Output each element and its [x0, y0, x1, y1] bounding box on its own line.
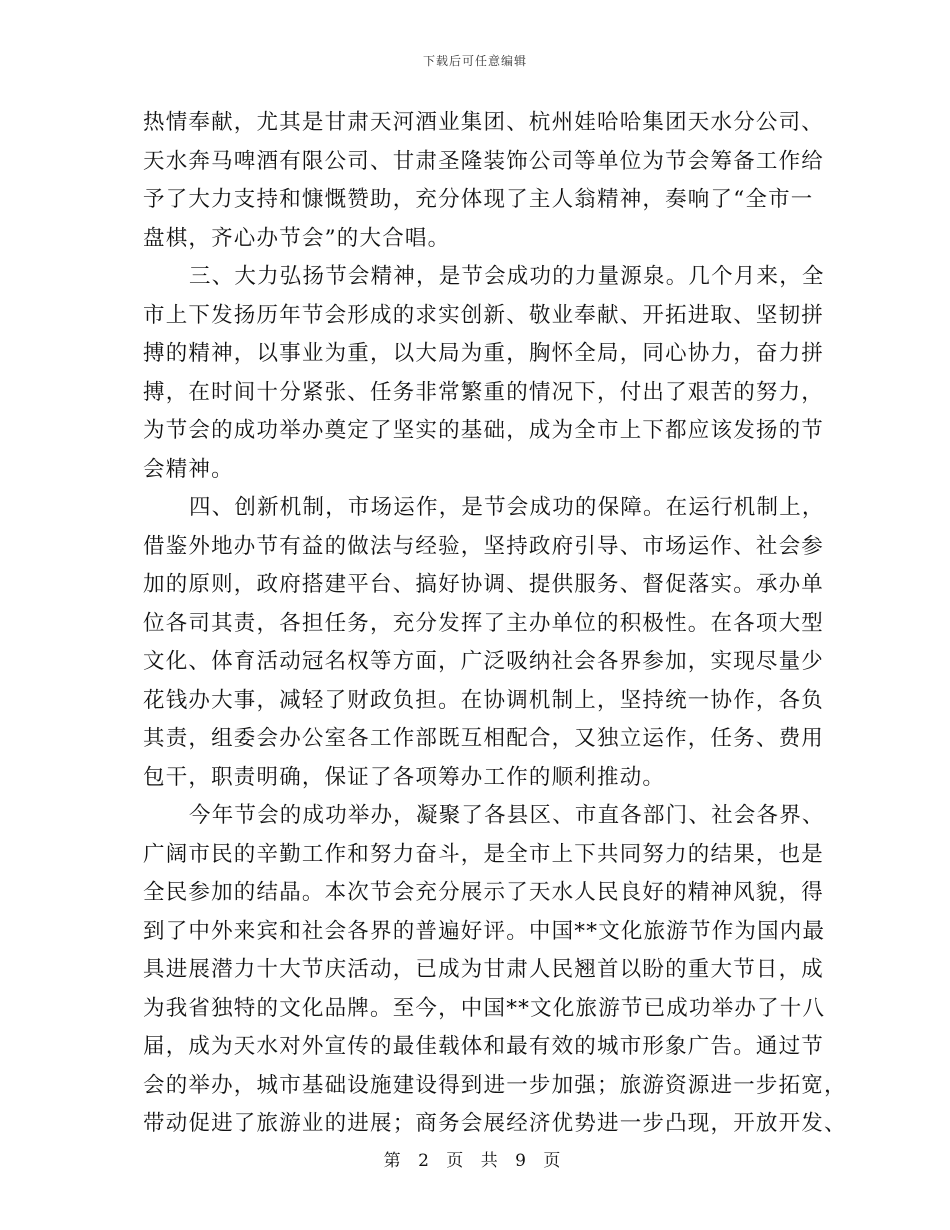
paragraph-4-line-3: 全民参加的结晶。本次节会充分展示了天水人民良好的精神风貌，得 — [143, 880, 825, 905]
paragraph-3-line-3: 加的原则，政府搭建平台、搞好协调、提供服务、督促落实。承办单 — [143, 572, 825, 597]
paragraph-4-line-6: 为我省独特的文化品牌。至今，中国**文化旅游节已成功举办了十八 — [143, 995, 826, 1021]
paragraph-1-line-1: 热情奉献，尤其是甘肃天河酒业集团、杭州娃哈哈集团天水分公司、 — [143, 110, 825, 135]
paragraph-1-line-2: 天水奔马啤酒有限公司、甘肃圣隆装饰公司等单位为节会筹备工作给 — [143, 148, 825, 174]
paragraph-3-line-5: 文化、体育活动冠名权等方面，广泛吸纳社会各界参加，实现尽量少 — [143, 649, 825, 674]
paragraph-4-line-4: 到了中外来宾和社会各界的普遍好评。中国**文化旅游节作为国内最 — [143, 918, 826, 944]
paragraph-1-line-3: 予了大力支持和慷慨赞助，充分体现了主人翁精神，奏响了“全市一 — [143, 187, 814, 212]
page-number-footer: 第 2 页 共 9 页 — [383, 1151, 567, 1171]
document-body — [143, 104, 847, 1144]
paragraph-4-line-5: 具进展潜力十大节庆活动，已成为甘肃人民翘首以盼的重大节日，成 — [143, 957, 825, 982]
paragraph-3-line-8: 包干，职责明确，保证了各项筹办工作的顺利推动。 — [143, 764, 666, 790]
paragraph-2-line-1: 三、大力弘扬节会精神，是节会成功的力量源泉。几个月来，全 — [189, 264, 825, 289]
paragraph-4-line-7: 届，成为天水对外宣传的最佳载体和最有效的城市形象广告。通过节 — [143, 1034, 825, 1059]
paragraph-4-line-2: 广阔市民的辛勤工作和努力奋斗，是全市上下共同努力的结果，也是 — [143, 841, 825, 867]
paragraph-2-line-6: 会精神。 — [143, 456, 234, 482]
paragraph-3-line-6: 花钱办大事，减轻了财政负担。在协调机制上，坚持统一协作，各负 — [143, 687, 825, 713]
paragraph-2-line-5: 为节会的成功举办奠定了坚实的基础，成为全市上下都应该发扬的节 — [143, 418, 825, 443]
paragraph-4-line-8: 会的举办，城市基础设施建设得到进一步加强；旅游资源进一步拓宽， — [143, 1072, 847, 1098]
paragraph-3-line-7: 其责，组委会办公室各工作部既互相配合，又独立运作，任务、费用 — [143, 726, 825, 751]
page-header: 下载后可任意编辑 — [422, 54, 527, 68]
paragraph-2-line-2: 市上下发扬历年节会形成的求实创新、敬业奉献、开拓进取、坚韧拼 — [143, 302, 825, 328]
paragraph-4-line-9: 带动促进了旅游业的进展；商务会展经济优势进一步凸现，开放开发、 — [143, 1111, 847, 1136]
paragraph-3-line-2: 借鉴外地办节有益的做法与经验，坚持政府引导、市场运作、社会参 — [143, 533, 825, 559]
paragraph-3-line-1: 四、创新机制，市场运作，是节会成功的保障。在运行机制上， — [189, 495, 825, 520]
paragraph-2-line-4: 搏，在时间十分紧张、任务非常繁重的情况下，付出了艰苦的努力， — [143, 379, 825, 405]
paragraph-2-line-3: 搏的精神，以事业为重，以大局为重，胸怀全局，同心协力，奋力拼 — [143, 341, 825, 366]
paragraph-4-line-1: 今年节会的成功举办，凝聚了各县区、市直各部门、社会各界、 — [189, 803, 825, 828]
paragraph-3-line-4: 位各司其责，各担任务，充分发挥了主办单位的积极性。在各项大型 — [143, 610, 825, 636]
paragraph-1-line-4: 盘棋，齐心办节会”的大合唱。 — [143, 225, 451, 251]
